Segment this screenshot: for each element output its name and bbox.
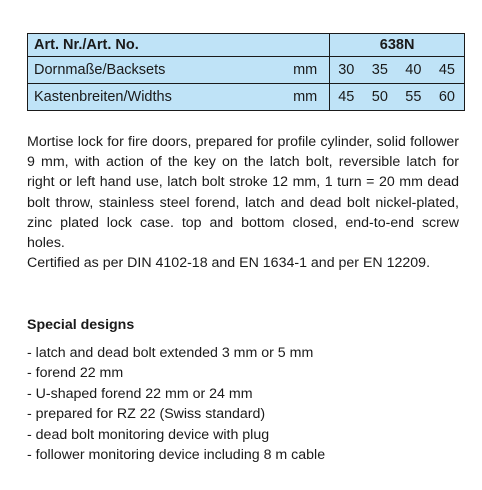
- widths-values: [330, 84, 465, 111]
- list-item: - dead bolt monitoring device with plug: [27, 426, 270, 443]
- backsets-unit: mm: [293, 62, 318, 78]
- width-value: 55: [405, 89, 422, 105]
- special-designs-title: Special designs: [27, 317, 135, 333]
- list-item: - follower monitoring device including 8 m cable: [27, 447, 326, 464]
- width-value: 50: [371, 89, 388, 105]
- backset-value: 30: [338, 62, 355, 78]
- table-row-widths: [28, 84, 465, 111]
- description-paragraph: Mortise lock for fire doors, prepared for profile cylinder, solid follower 9 mm, with action of the key on the latch bolt, reversible latch for right or left hand use, latch bolt stroke 12 mm, 1 turn = 20 mm dead bolt throw, stainless steel forend, latch and dead bolt nickel-plated, zinc plated lock case. top and bottom closed, end-to-end screw holes.: [27, 134, 459, 252]
- article-number-value: 638N: [330, 34, 465, 57]
- list-item: - latch and dead bolt extended 3 mm or 5 mm: [27, 345, 314, 361]
- widths-label: Kastenbreiten/Widths: [34, 89, 172, 105]
- backsets-label: Dornmaße/Backsets: [34, 62, 166, 78]
- list-item: - forend 22 mm: [27, 365, 124, 382]
- widths-unit: mm: [293, 89, 318, 105]
- backsets-values: [330, 57, 465, 84]
- widths-cell: [28, 84, 330, 111]
- backset-value: 35: [371, 62, 388, 78]
- list-item: - U-shaped forend 22 mm or 24 mm: [27, 385, 253, 402]
- backsets-cell: [28, 57, 330, 84]
- product-description: [27, 132, 459, 273]
- article-number-label: Art. Nr./Art. No.: [28, 34, 330, 57]
- list-item: - prepared for RZ 22 (Swiss standard): [27, 406, 266, 423]
- backset-value: 40: [405, 62, 422, 78]
- certification-paragraph: Certified as per DIN 4102-18 and EN 1634-1 and per EN 12209.: [27, 255, 431, 272]
- spec-table: [27, 33, 465, 111]
- table-row-backsets: [28, 57, 465, 84]
- special-designs-list: [27, 343, 325, 465]
- backset-value: 45: [438, 62, 455, 78]
- width-value: 45: [338, 89, 355, 105]
- table-header-row: [28, 34, 465, 57]
- width-value: 60: [438, 89, 455, 105]
